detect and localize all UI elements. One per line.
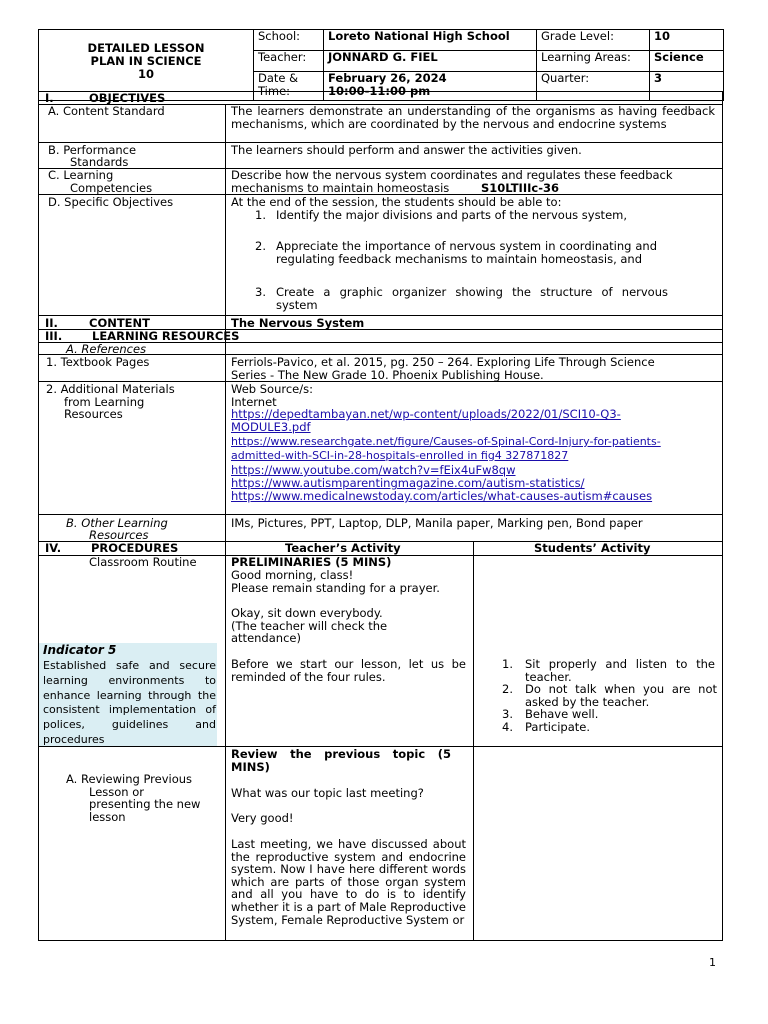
objective-item: Appreciate the importance of nervous system in coordinating and regulating feedback mechanisms to maintain homeostasis, and bbox=[276, 239, 657, 266]
specific-objectives-label: D. Specific Objectives bbox=[48, 195, 174, 209]
review-text: Last meeting, we have discussed about the reproductive system and endocrine system. Now I have here different words which are parts of those organ system and all you have to do is to identify whether it is a part of Male Reproductive System, Female Reproductive System or bbox=[231, 837, 466, 927]
review-label-1: A. Reviewing Previous bbox=[66, 772, 193, 786]
objective-item: Identify the major divisions and parts of the nervous system, bbox=[276, 208, 628, 222]
list-marker: 3. bbox=[502, 707, 513, 721]
additional-materials-label-3: Resources bbox=[64, 407, 123, 421]
student-activity-header: Students’ Activity bbox=[534, 541, 651, 555]
procedures-number: IV. bbox=[45, 541, 62, 555]
content-value: The Nervous System bbox=[231, 316, 365, 330]
link-deped-module[interactable]: https://depedtambayan.net/wp-content/uploads/2022/01/SCI10-Q3- bbox=[231, 407, 621, 421]
link-researchgate-cont[interactable]: admitted-with-SCI-in-28-hospitals-enrolled in fig4 327871827 bbox=[231, 449, 569, 462]
objectives-heading: OBJECTIVES bbox=[89, 91, 166, 105]
list-marker: 2. bbox=[502, 682, 513, 696]
school-value: Loreto National High School bbox=[324, 30, 537, 51]
review-label-3: presenting the new bbox=[89, 797, 201, 811]
link-autism-parenting[interactable]: https://www.autismparentingmagazine.com/autism-statistics/ bbox=[231, 476, 585, 490]
student-rule-item: Do not talk when you are not asked by the teacher. bbox=[525, 682, 717, 709]
area-value: Science bbox=[650, 51, 724, 72]
objective-item: Create a graphic organizer showing the structure of nervous system bbox=[276, 285, 668, 312]
list-marker: 3. bbox=[255, 285, 266, 299]
procedures-heading: PROCEDURES bbox=[91, 541, 179, 555]
quarter-value: 3 bbox=[650, 72, 724, 101]
objectives-number: I. bbox=[45, 91, 54, 105]
link-medical-news[interactable]: https://www.medicalnewstoday.com/articles/what-causes-autism#causes bbox=[231, 489, 653, 503]
date-value bbox=[324, 72, 537, 101]
teacher-label: Teacher: bbox=[254, 51, 324, 72]
specific-objectives-intro: At the end of the session, the students should be able to: bbox=[231, 195, 562, 209]
title-line-1: DETAILED LESSON bbox=[87, 41, 205, 55]
row-line bbox=[38, 514, 723, 515]
indicator-title: Indicator 5 bbox=[43, 643, 117, 657]
additional-materials-label-1: 2. Additional Materials bbox=[46, 382, 175, 396]
student-rule-item: Participate. bbox=[525, 720, 591, 734]
competencies-text-2: mechanisms to maintain homeostasis bbox=[231, 181, 450, 195]
review-label-4: lesson bbox=[89, 810, 126, 824]
student-rule-item: Sit properly and listen to the teacher. bbox=[525, 657, 715, 684]
link-researchgate[interactable]: https://www.researchgate.net/figure/Causes-of-Spinal-Cord-Injury-for-patients- bbox=[231, 435, 661, 448]
left-border bbox=[38, 91, 39, 941]
content-standard-label: A. Content Standard bbox=[48, 104, 165, 118]
prayer-line: Please remain standing for a prayer. bbox=[231, 581, 440, 595]
attendance-line-2: attendance) bbox=[231, 631, 301, 645]
sit-down-line: Okay, sit down everybody. bbox=[231, 606, 383, 620]
references-label: A. References bbox=[66, 342, 147, 356]
link-deped-module-cont[interactable]: MODULE3.pdf bbox=[231, 420, 311, 434]
list-marker: 4. bbox=[502, 720, 513, 734]
other-resources-label-2: Resources bbox=[89, 528, 149, 542]
additional-materials-label-2: from Learning bbox=[64, 395, 145, 409]
date-label bbox=[254, 72, 324, 101]
document-title bbox=[39, 30, 254, 101]
review-heading: Review the previous topic (5 MINS) bbox=[231, 747, 451, 774]
competencies-label-2: Competencies bbox=[70, 181, 153, 195]
date-value-2: 10:00-11:00 pm bbox=[328, 84, 431, 98]
label-column-divider bbox=[225, 104, 226, 941]
teacher-activity-header: Teacher’s Activity bbox=[285, 541, 401, 555]
other-resources-label-1: B. Other Learning bbox=[66, 516, 168, 530]
textbook-line-1: Ferriols-Pavico, et al. 2015, pg. 250 – 264. Exploring Life Through Science bbox=[231, 355, 655, 369]
greeting-line: Good morning, class! bbox=[231, 568, 354, 582]
title-line-3: 10 bbox=[137, 67, 154, 81]
page-number: 1 bbox=[709, 956, 716, 969]
school-label: School: bbox=[254, 30, 324, 51]
content-standard-text: The learners demonstrate an understanding of the organisms as having feedback mechanisms, which are coordinated by the nervous and endocrine systems bbox=[231, 104, 715, 131]
right-border bbox=[722, 91, 723, 941]
review-very-good: Very good! bbox=[231, 811, 294, 825]
performance-standard-text: The learners should perform and answer the activities given. bbox=[231, 143, 582, 157]
content-number: II. bbox=[45, 316, 58, 330]
review-label-2: Lesson or bbox=[89, 785, 145, 799]
content-heading: CONTENT bbox=[89, 316, 151, 330]
review-question: What was our topic last meeting? bbox=[231, 786, 424, 800]
preliminaries-heading: PRELIMINARIES (5 MINS) bbox=[231, 555, 392, 569]
other-resources-text: IMs, Pictures, PPT, Laptop, DLP, Manila paper, Marking pen, Bond paper bbox=[231, 516, 643, 530]
list-marker: 2. bbox=[255, 239, 266, 253]
web-sources-label: Web Source/s: bbox=[231, 382, 313, 396]
date-label-1: Date & bbox=[258, 71, 299, 85]
performance-standard-label-2: Standards bbox=[70, 155, 129, 169]
teacher-value: JONNARD G. FIEL bbox=[324, 51, 537, 72]
indicator-text: Established safe and secure learning environments to enhance learning through the consistent implementation of polices, guidelines and procedures bbox=[43, 659, 216, 746]
link-youtube[interactable]: https://www.youtube.com/watch?v=fEix4uFw8qw bbox=[231, 463, 516, 477]
list-marker: 1. bbox=[255, 208, 266, 222]
list-marker: 1. bbox=[502, 657, 513, 671]
classroom-routine-label: Classroom Routine bbox=[89, 555, 197, 569]
grade-value: 10 bbox=[650, 30, 724, 51]
area-label: Learning Areas: bbox=[537, 51, 650, 72]
resources-number: III. bbox=[45, 329, 63, 343]
competencies-label-1: C. Learning bbox=[48, 168, 114, 182]
title-line-2: PLAN IN SCIENCE bbox=[90, 54, 202, 68]
textbook-label: 1. Textbook Pages bbox=[46, 355, 150, 369]
textbook-line-2: Series - The New Grade 10. Phoenix Publishing House. bbox=[231, 368, 544, 382]
student-column-divider bbox=[473, 541, 474, 941]
date-label-2: Time: bbox=[258, 84, 291, 98]
student-rule-item: Behave well. bbox=[525, 707, 599, 721]
internet-label: Internet bbox=[231, 395, 277, 409]
grade-label: Grade Level: bbox=[537, 30, 650, 51]
date-value-1: February 26, 2024 bbox=[328, 71, 447, 85]
resources-heading: LEARNING RESOURCES bbox=[92, 329, 240, 343]
quarter-label: Quarter: bbox=[537, 72, 650, 101]
competencies-text-1: Describe how the nervous system coordinates and regulates these feedback bbox=[231, 168, 673, 182]
attendance-line-1: (The teacher will check the bbox=[231, 619, 388, 633]
rules-intro: Before we start our lesson, let us be reminded of the four rules. bbox=[231, 657, 466, 684]
performance-standard-label-1: B. Performance bbox=[48, 143, 137, 157]
competency-code: S10LTIIIc-36 bbox=[481, 181, 559, 195]
row-line bbox=[38, 940, 723, 941]
